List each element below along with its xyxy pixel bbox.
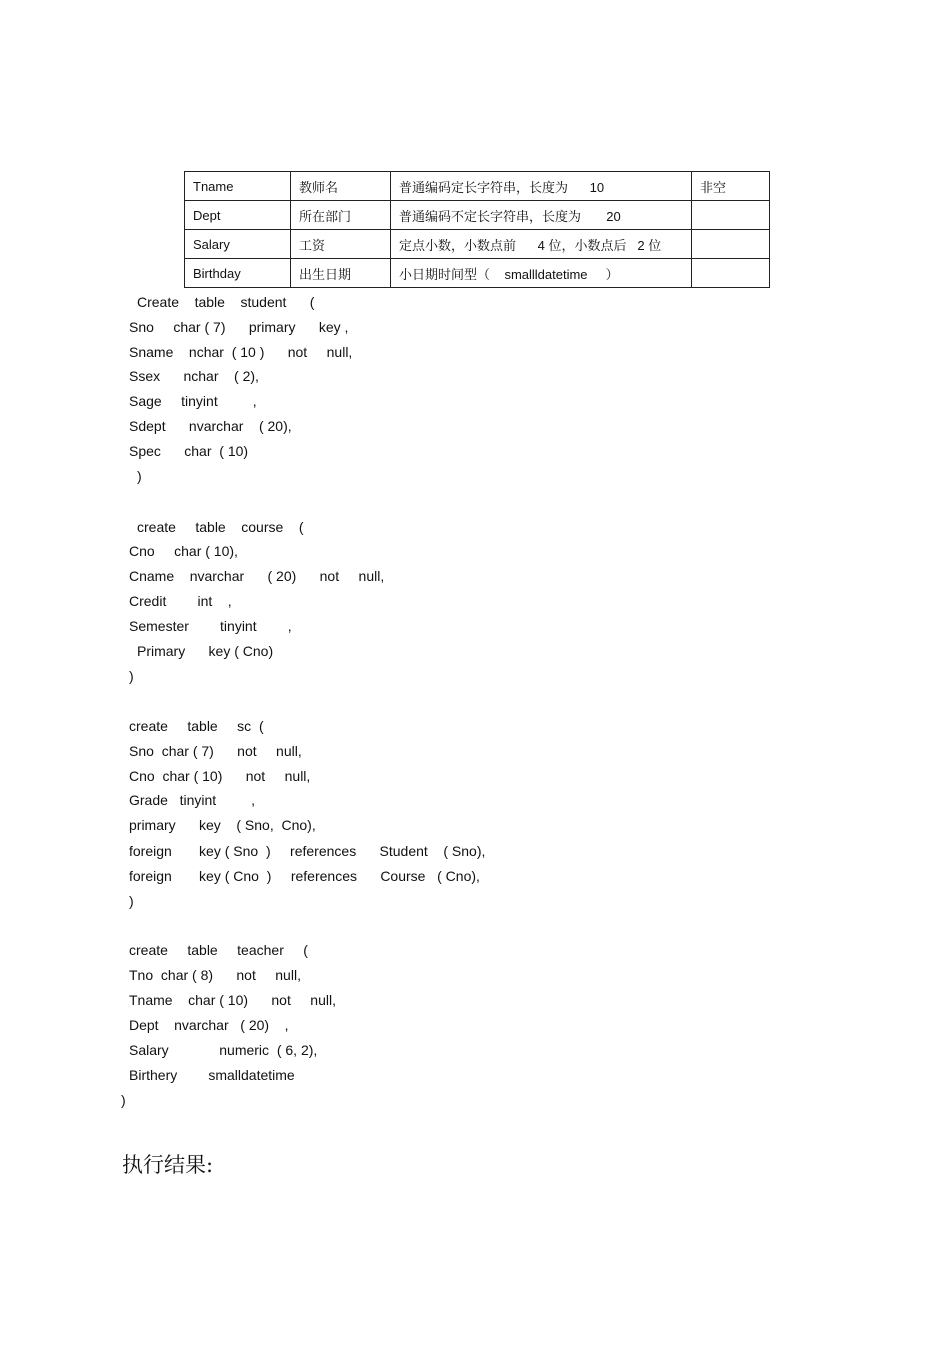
code-line: Tno char ( 8) not null, [129,967,301,983]
field-constraint-cell: 非空 [692,172,770,201]
code-line: foreign key ( Cno ) references Course ( Cno), [129,868,480,884]
field-type-cell: 普通编码定长字符串，长度为 10 [391,172,692,201]
code-line: create table teacher ( [129,942,308,958]
field-label-cell: 教师名 [291,172,391,201]
code-line: primary key ( Sno, Cno), [129,817,316,833]
result-heading: 执行结果: [122,1153,214,1177]
code-line: Create table student ( [137,294,315,310]
code-line: Tname char ( 10) not null, [129,992,336,1008]
code-line: Semester tinyint , [129,618,292,634]
code-line: Credit int , [129,593,232,609]
code-line: Sname nchar ( 10 ) not null, [129,344,353,360]
code-line: Spec char ( 10) [129,443,249,459]
code-line: Birthery smalldatetime [129,1067,295,1083]
field-label-cell: 出生日期 [291,259,391,288]
code-line: Dept nvarchar ( 20) , [129,1017,289,1033]
field-name-cell: Birthday [185,259,291,288]
code-line: create table course ( [137,519,304,535]
field-name-cell: Salary [185,230,291,259]
field-constraint-cell [692,201,770,230]
code-line: foreign key ( Sno ) references Student ( Sno), [129,843,486,859]
code-line: Sage tinyint , [129,393,257,409]
field-definition-table [184,171,770,288]
field-name-cell: Dept [185,201,291,230]
field-type-cell: 小日期时间型（ smallldatetime ） [391,259,692,288]
code-line: create table sc ( [129,718,264,734]
field-type-cell: 普通编码不定长字符串，长度为 20 [391,201,692,230]
code-line: ) [121,1092,126,1108]
table-row [185,259,770,288]
field-label-cell: 所在部门 [291,201,391,230]
code-line: ) [129,668,134,684]
table-row [185,230,770,259]
field-constraint-cell [692,230,770,259]
table-row [185,201,770,230]
code-line: Salary numeric ( 6, 2), [129,1042,318,1058]
field-type-cell: 定点小数，小数点前 4 位，小数点后 2 位 [391,230,692,259]
code-line: Sno char ( 7) not null, [129,743,302,759]
code-line: Primary key ( Cno) [137,643,274,659]
code-line: Cname nvarchar ( 20) not null, [129,568,385,584]
field-constraint-cell [692,259,770,288]
code-line: Ssex nchar ( 2), [129,368,259,384]
code-line: ) [129,893,134,909]
code-line: Grade tinyint , [129,792,256,808]
code-line: Sdept nvarchar ( 20), [129,418,292,434]
code-line: Cno char ( 10) not null, [129,768,311,784]
code-line: Sno char ( 7) primary key , [129,319,349,335]
code-line: Cno char ( 10), [129,543,238,559]
code-line: ) [137,468,142,484]
table-body [185,172,770,288]
table-row [185,172,770,201]
field-name-cell: Tname [185,172,291,201]
field-label-cell: 工资 [291,230,391,259]
